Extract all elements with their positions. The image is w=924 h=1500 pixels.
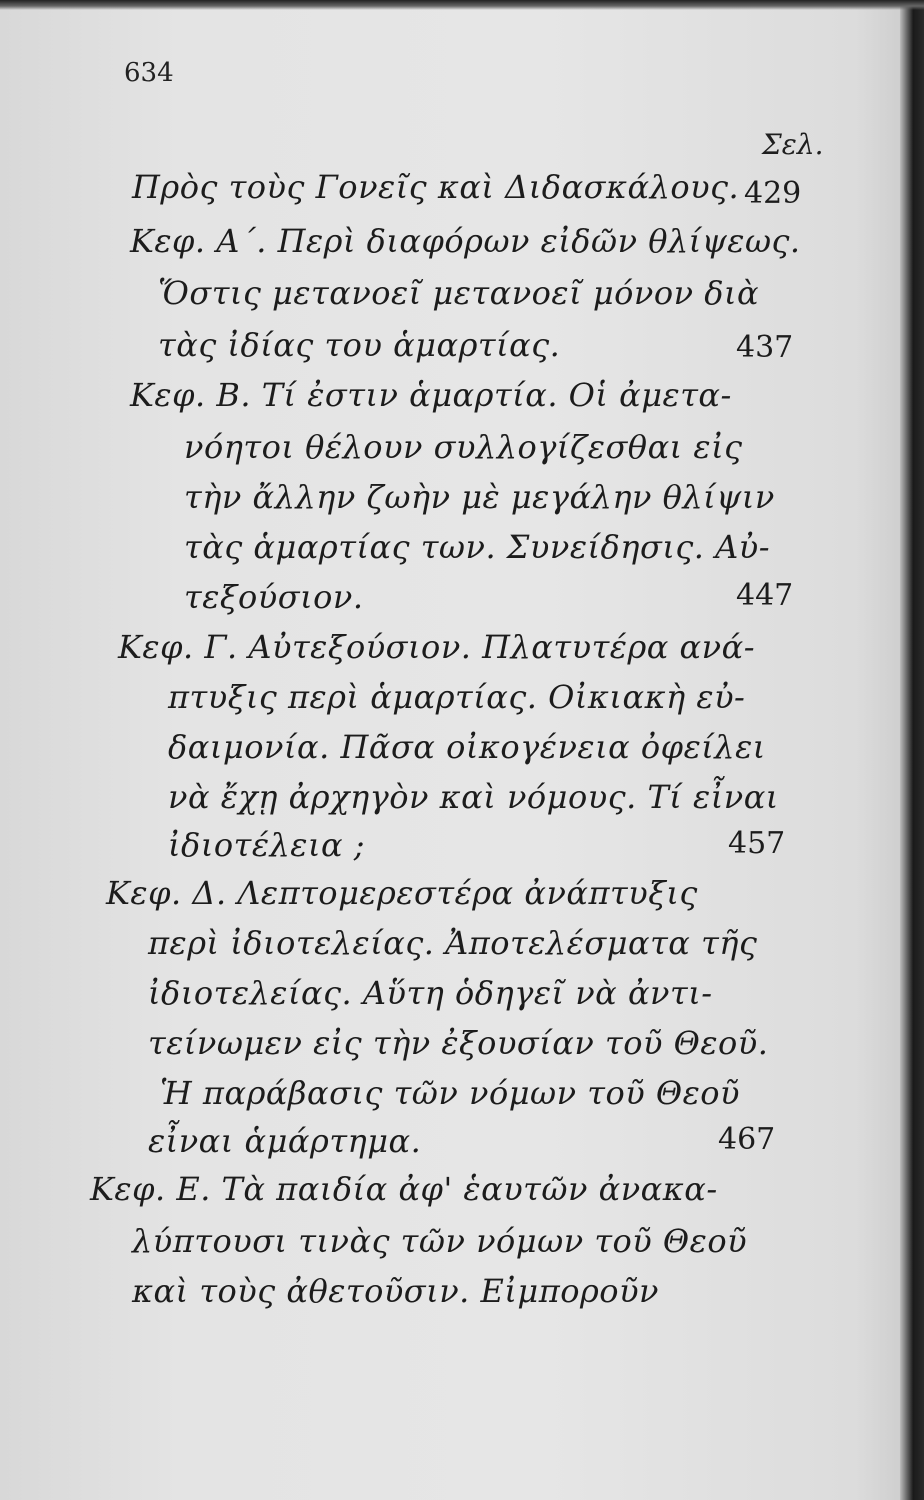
toc-line: νὰ ἔχῃ ἀρχηγὸν καὶ νόμους. Τί εἶναι	[168, 778, 779, 816]
top-edge-shadow	[0, 0, 924, 10]
toc-line: τεξούσιον.	[184, 578, 364, 616]
toc-line: τείνωμεν εἰς τὴν ἐξουσίαν τοῦ Θεοῦ.	[148, 1024, 769, 1062]
toc-line: τὰς ἁμαρτίας των. Συνείδησις. Αὐ-	[184, 528, 770, 566]
book-spine	[900, 0, 924, 1500]
toc-line: τὰς ἰδίας του ἁμαρτίας.	[158, 326, 561, 364]
toc-page-number: 467	[718, 1122, 776, 1157]
toc-page-number: 457	[728, 826, 786, 861]
column-header-page: Σελ.	[762, 128, 824, 161]
toc-page-number: 437	[736, 330, 794, 365]
toc-line: περὶ ἰδιοτελείας. Ἀποτελέσματα τῆς	[148, 924, 758, 962]
toc-line: Ὅστις μετανοεῖ μετανοεῖ μόνον διὰ	[158, 274, 760, 312]
toc-page-number: 429	[744, 176, 802, 211]
toc-line: Κεφ. Γ. Αὐτεξούσιον. Πλατυτέρα ανά-	[118, 628, 756, 666]
page-number: 634	[124, 58, 174, 88]
toc-line: ἰδιοτέλεια ;	[168, 826, 366, 864]
toc-line: Ἡ παράβασις τῶν νόμων τοῦ Θεοῦ	[160, 1074, 740, 1112]
toc-line: πτυξις περὶ ἁμαρτίας. Οἰκιακὴ εὐ-	[168, 678, 746, 716]
toc-line: Πρὸς τοὺς Γονεῖς καὶ Διδασκάλους.	[132, 168, 740, 206]
toc-line: Κεφ. Δ. Λεπτομερεστέρα ἀνάπτυξις	[106, 874, 698, 912]
toc-line: νόητοι θέλουν συλλογίζεσθαι εἰς	[184, 428, 743, 466]
toc-line: δαιμονία. Πᾶσα οἰκογένεια ὀφείλει	[168, 728, 766, 766]
toc-line: Κεφ. Α΄. Περὶ διαφόρων εἰδῶν θλίψεως.	[130, 222, 801, 260]
toc-line: εἶναι ἁμάρτημα.	[148, 1122, 422, 1160]
toc-line: λύπτουσι τινὰς τῶν νόμων τοῦ Θεοῦ	[132, 1222, 748, 1260]
toc-line: τὴν ἄλλην ζωὴν μὲ μεγάλην θλίψιν	[184, 478, 775, 516]
toc-line: Κεφ. Β. Τί ἐστιν ἁμαρτία. Οἱ ἀμετα-	[130, 376, 732, 414]
toc-line: Κεφ. Ε. Τὰ παιδία ἀφ' ἑαυτῶν ἀνακα-	[90, 1170, 718, 1208]
toc-line: καὶ τοὺς ἀθετοῦσιν. Εἰμποροῦν	[132, 1272, 659, 1310]
toc-page-number: 447	[736, 578, 794, 613]
toc-line: ἰδιοτελείας. Αὕτη ὁδηγεῖ νὰ ἀντι-	[148, 974, 713, 1012]
